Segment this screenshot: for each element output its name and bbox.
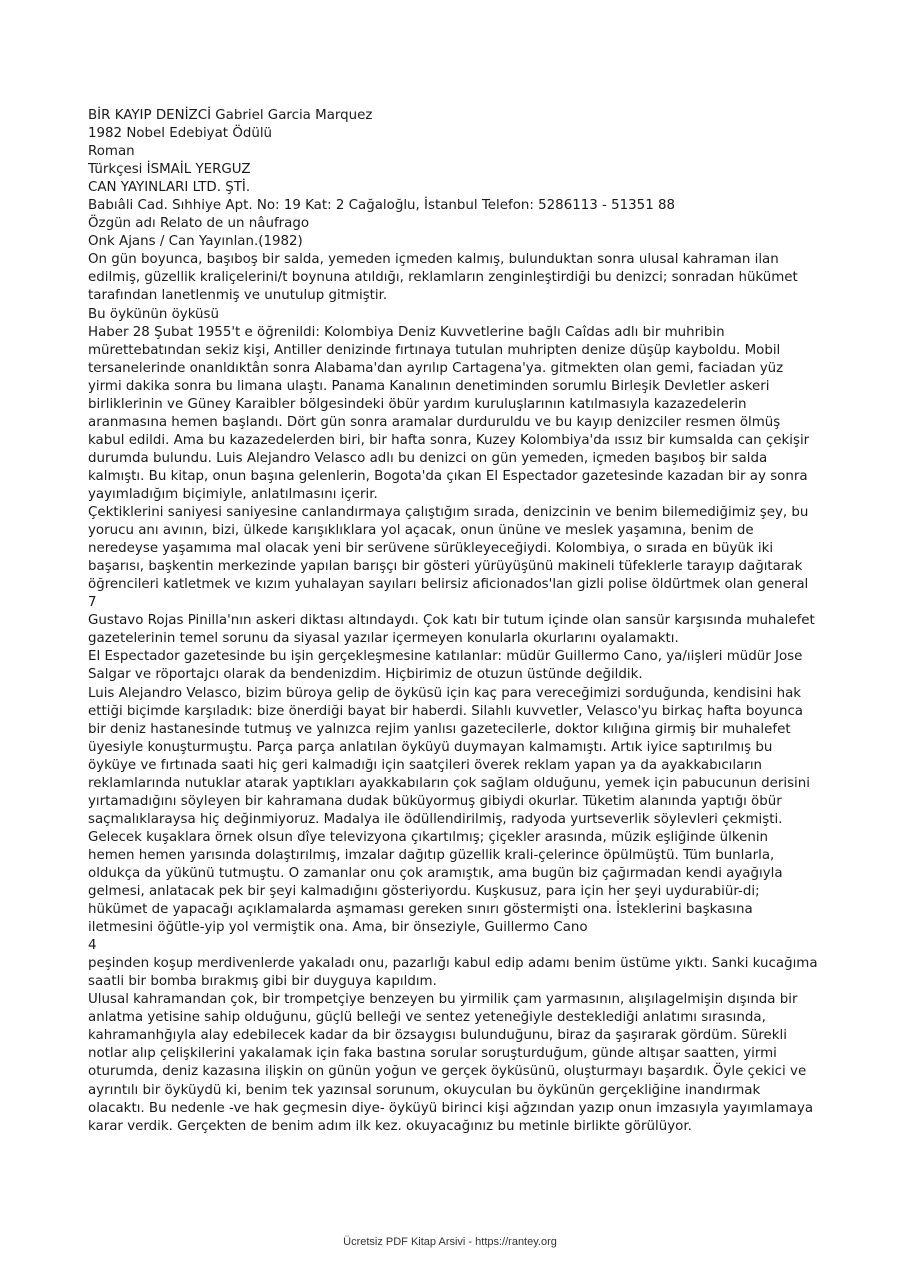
section-title: Bu öykünün öyküsü bbox=[88, 306, 220, 322]
edition-line: Onk Ajans / Can Yayınlan.(1982) bbox=[88, 234, 303, 250]
page-number: 4 bbox=[88, 938, 97, 954]
publisher-line: CAN YAYINLARI LTD. ŞTİ. bbox=[88, 180, 251, 196]
document-body bbox=[88, 107, 818, 1136]
genre-line: Roman bbox=[88, 144, 135, 160]
body-paragraph: Çektiklerini saniyesi saniyesine canlandırmaya çalıştığım sırada, denizcinin ve benim bilemediğimiz şey, bu yorucu anı avının, bizi, ülkede karışıklıklara yol açacak, onun ününe ve meslek yaşamına, benim de neredeyse yaşamıma mal olacak yeni bir serüvene sürükleyeceğiydi. Kolombiya, o sırada en büyük iki başarısı, başkentin merkezinde yapılan barışçı bir gösteri yürüyüşünü makineli tüfeklerle tarayıp dağıtarak öğrencileri katletmek ve kızım yuhalayan sayıları belirsiz aficionados'lan gizli polise öldürtmek olan general bbox=[88, 505, 809, 593]
intro-paragraph: On gün boyunca, başıboş bir salda, yemeden içmeden kalmış, bulunduktan sonra ulusal kahraman ilan edilmiş, güzellik kraliçelerini/t boynuna atıldığı, reklamların zenginleştirdiği bu denizci; sonradan hükümet tarafından lanetlenmiş ve unutulup gitmiştir. bbox=[88, 252, 798, 304]
book-title-line: BİR KAYIP DENİZCİ Gabriel Garcia Marquez bbox=[88, 108, 373, 123]
footer-text: Ücretsiz PDF Kitap Arsivi - https://rantey.org bbox=[343, 1236, 557, 1248]
page-number: 7 bbox=[88, 595, 97, 611]
body-paragraph: peşinden koşup merdivenlerde yakaladı onu, pazarlığı kabul edip adamı benim üstüme yıktı. Sanki kucağıma saatli bir bomba bırakmış gibi bir duyguya kapıldım. bbox=[88, 956, 818, 990]
original-title-line: Özgün adı Relato de un nâufrago bbox=[88, 216, 310, 232]
body-paragraph: Ulusal kahramandan çok, bir trompetçiye benzeyen bu yirmilik çam yarmasının, alışılagelmişin dışında bir anlatma yetisine sahip olduğunu, güçlü belleği ve sentez yeteneğiyle desteklediği anlatımı sırasında, kahramanhğıyla alay edebilecek kadar da bir özsaygısı bulunduğunu, biraz da şaşırarak gördüm. Sürekli notlar alıp çelişkilerini yakalamak için faka bastına sorular soruşturduğum, günde altışar saatten, yirmi oturumda, deniz kazasına ilişkin on günün yoğun ve gerçek öyküsünü, oluşturmayı başardık. Öyle çekici ve ayrıntılı bir öyküydü ki, benim tek yazınsal sorunum, okuyculan bu öykünün gerçekliğine inandırmak olacaktı. Bu nedenle -ve hak geçmesin diye- öyküyü birinci kişi ağzından yazıp onun imzasıyla yayımlamaya karar verdik. Gerçekten de benim adım ilk kez. okuyacağınız bu metinle birlikte görülüyor. bbox=[88, 992, 814, 1134]
publisher-address-line: Babıâli Cad. Sıhhiye Apt. No: 19 Kat: 2 Cağaloğlu, İstanbul Telefon: 5286113 - 51351 88 bbox=[88, 198, 676, 214]
body-paragraph: El Espectador gazetesinde bu işin gerçekleşmesine katılanlar: müdür Guillermo Cano, ya/ıişleri müdür Jose Salgar ve röportajcı olarak da bendenizdim. Hiçbirimiz de otuzun üstünde değildik. bbox=[88, 649, 803, 683]
translator-line: Türkçesi İSMAİL YERGUZ bbox=[88, 162, 251, 178]
body-paragraph: Haber 28 Şubat 1955't e öğrenildi: Kolombiya Deniz Kuvvetlerine bağlı Caîdas adlı bir muhribin mürettebatından sekiz kişi, Antiller denizinde fırtınaya tutulan muhripten denize düşüp kayboldu. Mobil tersanelerinde onanldıktân sonra Alabama'dan ayrılıp Cartagena'ya. gitmekten olan gemi, faciadan yüz yirmi dakika sonra bu limana ulaştı. Panama Kanalının denetiminden sorumlu Birleşik Devletler askeri birliklerinin ve Güney Karaibler bölgesindeki öbür yardım kuruluşlarının katılmasıyla kazazedelerin aranmasına hemen başlandı. Dört gün sonra aramalar durduruldu ve bu kayıp denizciler resmen ölmüş kabul edildi. Ama bu kazazedelerden biri, bir hafta sonra, Kuzey Kolombiya'da ıssız bir kumsalda can çekişir durumda bulundu. Luis Alejandro Velasco adlı bu denizci on gün yemeden, içmeden başıboş bir salda kalmıştı. Bu kitap, onun başına gelenlerin, Bogota'da çıkan El Espectador gazetesinde kazadan bir ay sonra yayımladığım biçimiyle, anlatılmasını içerir. bbox=[88, 324, 810, 502]
award-line: 1982 Nobel Edebiyat Ödülü bbox=[88, 126, 273, 142]
body-paragraph: Gustavo Rojas Pinilla'nın askeri diktası altındaydı. Çok katı bir tutum içinde olan sansür karşısında muhalefet gazetelerinin temel sorunu da siyasal yazılar içermeyen konularla okurlarını oyalamaktı. bbox=[88, 613, 815, 647]
body-paragraph: Luis Alejandro Velasco, bizim büroya gelip de öyküsü için kaç para vereceğimizi sorduğunda, kendisini hak ettiği biçimde karşıladık: bize önerdiği bayat bir haberdi. Silahlı kuvvetler, Velasco'yu birkaç hafta boyunca bir deniz hastanesinde tutmuş ve yalnızca rejim yanlısı gazetecilerle, doktor kılığına girmiş bir muhalefet üyesiyle konuşturmuştu. Parça parça anlatılan öyküyü duymayan kalmamıştı. Artık iyice saptırılmış bu öyküye ve fırtınada saati hiç geri kalmadığı için saatçileri överek reklam yapan ya da ayakkabıcıların reklamlarında nutuklar atarak yaptıkları ayakkabıların çok sağlam olduğunu, yemek için pabucunun derisini yırtamadığını söyleyen bir kahramana dudak büküyormuş gibiydi okurlar. Tüketim alanında yaptığı öbür saçmalıklaraysa hiç değinmiyoruz. Madalya ile ödüllendirilmiş, radyoda yurtseverlik söylevleri çekmişti. Gelecek kuşaklara örnek olsun dîye televizyona çıkartılmış; çiçekler arasında, müzik eşliğinde ülkenin hemen hemen yarısında dolaştırılmış, imzalar dağıtıp güzellik krali-çelerince öpülmüştü. Tüm bunlarla, oldukça da yükünü tutmuştu. O zamanlar onu çok aramıştık, ama bugün biz çağırmadan kendi ayağıyla gelmesi, anlatacak pek bir şeyi kalmadığını gösteriyordu. Kuşkusuz, para için her şeyi uydurabiür-di; hükümet de yapacağı açıklamalarda aşmaması gereken sınırı göstermişti ona. İsteklerini başkasına iletmesini öğütle-yip yol vermiştik ona. Ama, bir önseziyle, Guillermo Cano bbox=[88, 685, 810, 936]
